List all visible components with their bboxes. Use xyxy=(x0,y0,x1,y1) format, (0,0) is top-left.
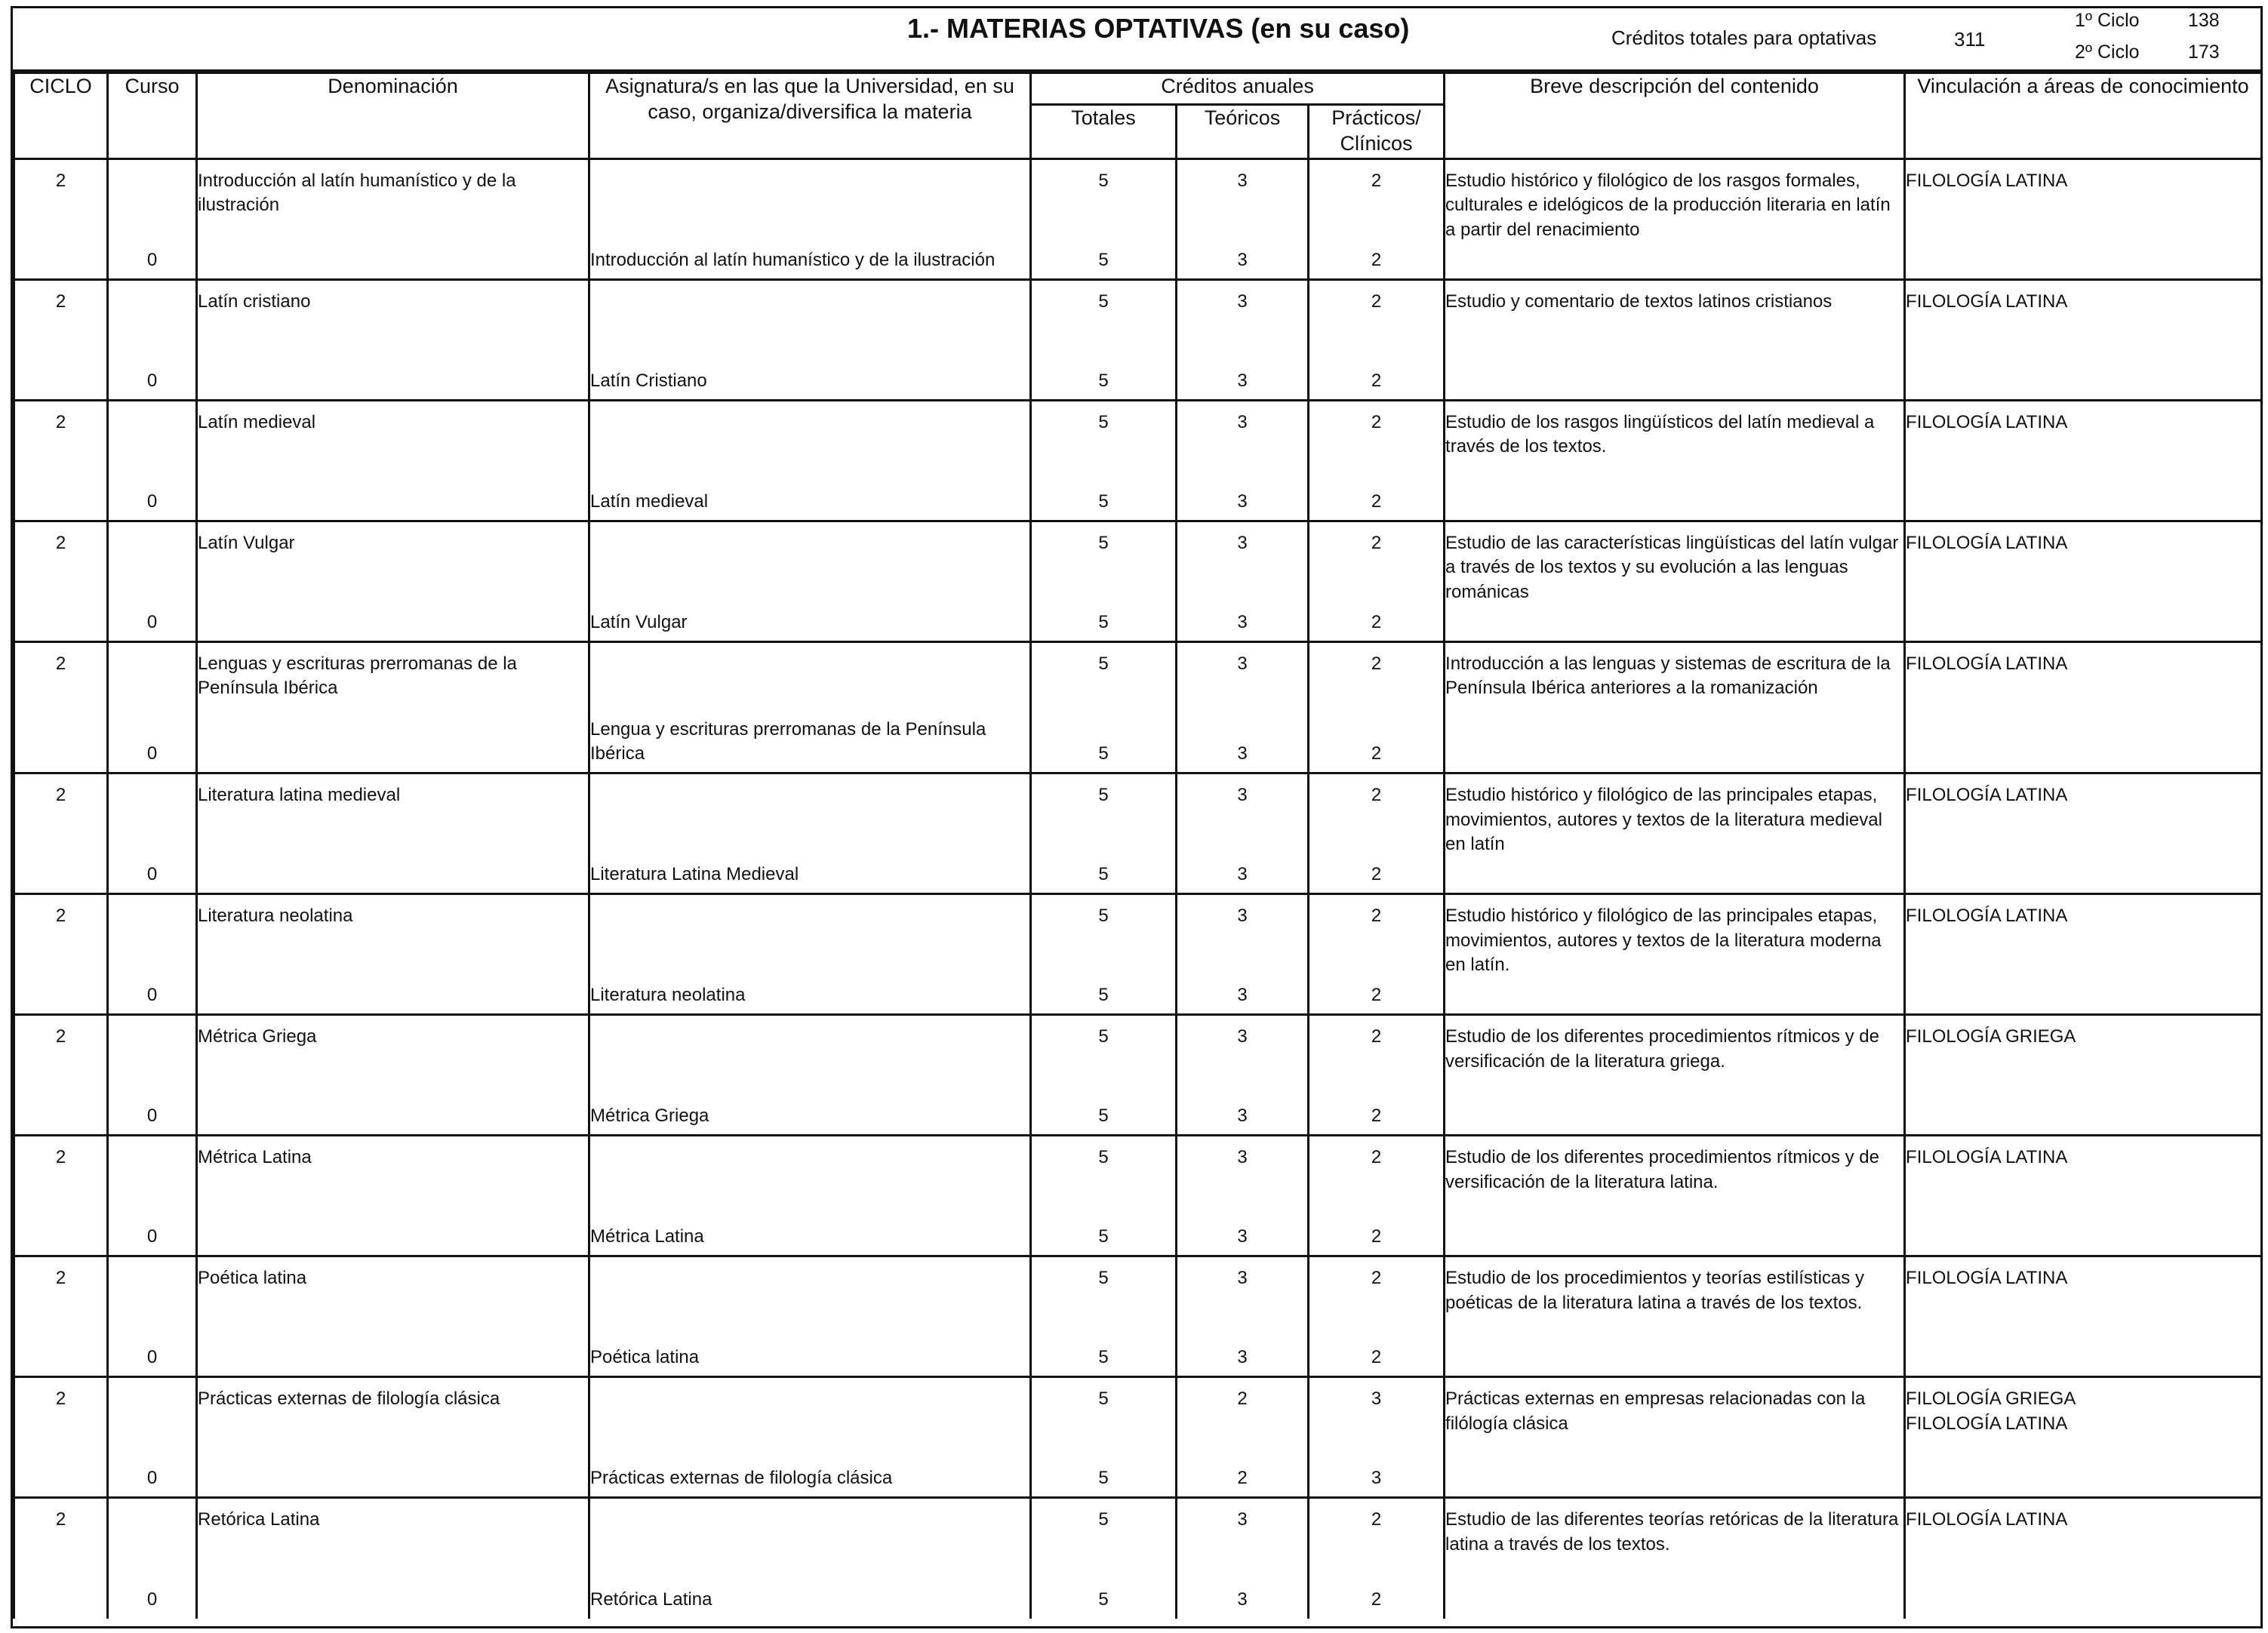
teoricos-cell: 3 xyxy=(1177,1211,1309,1256)
denominacion-cell xyxy=(197,1332,589,1377)
ciclo-cell xyxy=(14,476,108,521)
header-practicos: Prácticos/ Clínicos xyxy=(1309,105,1445,159)
asignatura-cell xyxy=(589,1136,1031,1211)
asignatura-cell: Métrica Griega xyxy=(589,1090,1031,1136)
practicos-cell: 2 xyxy=(1309,476,1445,521)
descripcion-cell: Introducción a las lenguas y sistemas de escritura de la Península Ibérica anteriores a la romanización xyxy=(1445,642,1905,773)
vinculacion-cell xyxy=(1905,1136,2262,1256)
totales-cell: 5 xyxy=(1031,1573,1177,1619)
totales-cell: 5 xyxy=(1031,1211,1177,1256)
ciclo-cell xyxy=(14,1090,108,1136)
teoricos-cell: 2 xyxy=(1177,1377,1309,1453)
subject-row xyxy=(14,1015,2262,1090)
vinculacion-cell xyxy=(1905,1498,2262,1619)
curso-cell xyxy=(108,773,197,849)
asignatura-cell xyxy=(589,1256,1031,1332)
practicos-cell: 2 xyxy=(1309,1332,1445,1377)
vinculacion-cell xyxy=(1905,1256,2262,1377)
totales-cell: 5 xyxy=(1031,1136,1177,1211)
descripcion-cell: Estudio y comentario de textos latinos cristianos xyxy=(1445,280,1905,401)
totales-cell: 5 xyxy=(1031,597,1177,642)
page-title: 1.- MATERIAS OPTATIVAS (en su caso) xyxy=(907,13,1410,44)
practicos-cell: 2 xyxy=(1309,401,1445,476)
curso-cell: 0 xyxy=(108,970,197,1015)
denominacion-cell xyxy=(197,1573,589,1619)
curso-cell: 0 xyxy=(108,476,197,521)
practicos-cell: 2 xyxy=(1309,1498,1445,1573)
asignatura-cell: Literatura neolatina xyxy=(589,970,1031,1015)
ciclo-cell: 2 xyxy=(14,773,108,849)
area-label: FILOLOGÍA GRIEGA xyxy=(1906,1026,2076,1047)
totales-cell: 5 xyxy=(1031,521,1177,597)
vinculacion-cell xyxy=(1905,521,2262,642)
ciclo-cell: 2 xyxy=(14,894,108,970)
asignatura-cell: Retórica Latina xyxy=(589,1573,1031,1619)
denominacion-cell: Latín Vulgar xyxy=(197,521,589,597)
practicos-cell: 2 xyxy=(1309,1015,1445,1090)
curso-cell xyxy=(108,1256,197,1332)
denominacion-cell xyxy=(197,1211,589,1256)
curso-cell: 0 xyxy=(108,235,197,280)
area-label: FILOLOGÍA LATINA xyxy=(1906,533,2068,553)
ciclo-cell xyxy=(14,849,108,894)
area-label: FILOLOGÍA GRIEGA xyxy=(1906,1389,2076,1410)
descripcion-cell: Estudio de las características lingüísticas del latín vulgar a través de los textos y su evolución a las lenguas románicas xyxy=(1445,521,1905,642)
denominacion-cell xyxy=(197,1090,589,1136)
asignatura-cell: Introducción al latín humanístico y de la ilustración xyxy=(589,235,1031,280)
descripcion-cell: Estudio de los procedimientos y teorías estilísticas y poéticas de la literatura latina a través de los textos. xyxy=(1445,1256,1905,1377)
vinculacion-cell xyxy=(1905,401,2262,521)
area-label: FILOLOGÍA LATINA xyxy=(1906,171,2068,191)
descripcion-cell: Estudio histórico y filológico de los rasgos formales, culturales e idelógicos de la producción literaria en latín a partir del renacimiento xyxy=(1445,159,1905,280)
denominacion-cell: Literatura latina medieval xyxy=(197,773,589,849)
teoricos-cell: 3 xyxy=(1177,1090,1309,1136)
teoricos-cell: 3 xyxy=(1177,970,1309,1015)
curso-cell: 0 xyxy=(108,1211,197,1256)
teoricos-cell: 3 xyxy=(1177,597,1309,642)
curso-cell xyxy=(108,894,197,970)
practicos-cell: 2 xyxy=(1309,718,1445,773)
cycle-1-value: 138 xyxy=(2188,10,2220,31)
denominacion-cell: Prácticas externas de filología clásica xyxy=(197,1377,589,1453)
totales-cell: 5 xyxy=(1031,1090,1177,1136)
subjects-table xyxy=(13,72,2263,1619)
area-label: FILOLOGÍA LATINA xyxy=(1906,1509,2068,1530)
ciclo-cell: 2 xyxy=(14,401,108,476)
area-label: FILOLOGÍA LATINA xyxy=(1906,785,2068,806)
teoricos-cell: 3 xyxy=(1177,401,1309,476)
asignatura-cell xyxy=(589,280,1031,355)
header-asignatura: Asignatura/s en las que la Universidad, en su caso, organiza/diversifica la materia xyxy=(589,73,1031,159)
subject-row xyxy=(14,159,2262,235)
curso-cell xyxy=(108,1498,197,1573)
teoricos-cell: 3 xyxy=(1177,280,1309,355)
document-page xyxy=(11,6,2263,1628)
cycle-2-value: 173 xyxy=(2188,42,2220,63)
ciclo-cell: 2 xyxy=(14,1377,108,1453)
practicos-cell: 2 xyxy=(1309,849,1445,894)
teoricos-cell: 3 xyxy=(1177,355,1309,401)
area-label: FILOLOGÍA LATINA xyxy=(1906,412,2068,432)
totales-cell: 5 xyxy=(1031,773,1177,849)
asignatura-cell: Poética latina xyxy=(589,1332,1031,1377)
ciclo-cell: 2 xyxy=(14,642,108,718)
header-denominacion: Denominación xyxy=(197,73,589,159)
subject-row xyxy=(14,1498,2262,1573)
asignatura-cell: Prácticas externas de filología clásica xyxy=(589,1453,1031,1498)
teoricos-cell: 3 xyxy=(1177,1573,1309,1619)
subject-row xyxy=(14,773,2262,849)
ciclo-cell: 2 xyxy=(14,1015,108,1090)
descripcion-cell: Prácticas externas en empresas relacionadas con la filólogía clásica xyxy=(1445,1377,1905,1498)
subject-row xyxy=(14,1256,2262,1332)
practicos-cell: 2 xyxy=(1309,355,1445,401)
area-label: FILOLOGÍA LATINA xyxy=(1906,906,2068,927)
ciclo-cell: 2 xyxy=(14,1256,108,1332)
ciclo-cell: 2 xyxy=(14,280,108,355)
asignatura-cell xyxy=(589,1015,1031,1090)
teoricos-cell: 2 xyxy=(1177,1453,1309,1498)
totales-cell: 5 xyxy=(1031,894,1177,970)
totales-cell: 5 xyxy=(1031,1498,1177,1573)
asignatura-cell xyxy=(589,1377,1031,1453)
vinculacion-cell xyxy=(1905,894,2262,1015)
header-creditos-anuales: Créditos anuales xyxy=(1031,73,1445,105)
ciclo-cell xyxy=(14,1211,108,1256)
denominacion-cell: Latín medieval xyxy=(197,401,589,476)
teoricos-cell: 3 xyxy=(1177,1332,1309,1377)
descripcion-cell: Estudio de los diferentes procedimientos rítmicos y de versificación de la literatura latina. xyxy=(1445,1136,1905,1256)
denominacion-cell xyxy=(197,718,589,773)
denominacion-cell: Poética latina xyxy=(197,1256,589,1332)
ciclo-cell: 2 xyxy=(14,1498,108,1573)
curso-cell xyxy=(108,159,197,235)
teoricos-cell: 3 xyxy=(1177,1136,1309,1211)
header-descripcion: Breve descripción del contenido xyxy=(1445,73,1905,159)
denominacion-cell xyxy=(197,355,589,401)
teoricos-cell: 3 xyxy=(1177,159,1309,235)
asignatura-cell: Latín Cristiano xyxy=(589,355,1031,401)
practicos-cell: 2 xyxy=(1309,597,1445,642)
totales-cell: 5 xyxy=(1031,642,1177,718)
totales-cell: 5 xyxy=(1031,280,1177,355)
asignatura-cell xyxy=(589,773,1031,849)
practicos-cell: 2 xyxy=(1309,159,1445,235)
descripcion-cell: Estudio histórico y filológico de las principales etapas, movimientos, autores y textos de la literatura moderna en latín. xyxy=(1445,894,1905,1015)
teoricos-cell: 3 xyxy=(1177,1256,1309,1332)
cycle-2-label: 2º Ciclo xyxy=(2075,42,2140,63)
curso-cell xyxy=(108,1015,197,1090)
teoricos-cell: 3 xyxy=(1177,642,1309,718)
area-label: FILOLOGÍA LATINA xyxy=(1906,654,2068,674)
asignatura-cell xyxy=(589,642,1031,718)
practicos-cell: 3 xyxy=(1309,1453,1445,1498)
totales-cell: 5 xyxy=(1031,401,1177,476)
subject-row xyxy=(14,280,2262,355)
curso-cell xyxy=(108,642,197,718)
denominacion-cell: Métrica Griega xyxy=(197,1015,589,1090)
asignatura-cell: Métrica Latina xyxy=(589,1211,1031,1256)
teoricos-cell: 3 xyxy=(1177,1498,1309,1573)
practicos-cell: 2 xyxy=(1309,1211,1445,1256)
descripcion-cell: Estudio de los rasgos lingüísticos del latín medieval a través de los textos. xyxy=(1445,401,1905,521)
totales-cell: 5 xyxy=(1031,1453,1177,1498)
teoricos-cell: 3 xyxy=(1177,235,1309,280)
vinculacion-cell xyxy=(1905,280,2262,401)
subject-row xyxy=(14,521,2262,597)
practicos-cell: 2 xyxy=(1309,1090,1445,1136)
denominacion-cell: Retórica Latina xyxy=(197,1498,589,1573)
practicos-cell: 2 xyxy=(1309,773,1445,849)
header-ciclo: CICLO xyxy=(14,73,108,159)
curso-cell xyxy=(108,1136,197,1211)
ciclo-cell: 2 xyxy=(14,521,108,597)
denominacion-cell: Latín cristiano xyxy=(197,280,589,355)
ciclo-cell xyxy=(14,235,108,280)
teoricos-cell: 3 xyxy=(1177,1015,1309,1090)
denominacion-cell xyxy=(197,970,589,1015)
area-label: FILOLOGÍA LATINA xyxy=(1906,291,2068,312)
totales-cell: 5 xyxy=(1031,235,1177,280)
header-totales: Totales xyxy=(1031,105,1177,159)
totales-cell: 5 xyxy=(1031,970,1177,1015)
teoricos-cell: 3 xyxy=(1177,894,1309,970)
asignatura-cell xyxy=(589,401,1031,476)
ciclo-cell xyxy=(14,355,108,401)
totales-cell: 5 xyxy=(1031,1377,1177,1453)
ciclo-cell xyxy=(14,1332,108,1377)
teoricos-cell: 3 xyxy=(1177,773,1309,849)
vinculacion-cell xyxy=(1905,773,2262,894)
vinculacion-cell xyxy=(1905,1015,2262,1136)
subject-row xyxy=(14,642,2262,718)
practicos-cell: 2 xyxy=(1309,894,1445,970)
practicos-cell: 2 xyxy=(1309,521,1445,597)
asignatura-cell: Latín medieval xyxy=(589,476,1031,521)
practicos-cell: 2 xyxy=(1309,1256,1445,1332)
curso-cell xyxy=(108,280,197,355)
cycle-1-label: 1º Ciclo xyxy=(2075,10,2140,31)
practicos-cell: 2 xyxy=(1309,280,1445,355)
vinculacion-cell xyxy=(1905,642,2262,773)
vinculacion-cell xyxy=(1905,1377,2262,1498)
asignatura-cell: Literatura Latina Medieval xyxy=(589,849,1031,894)
vinculacion-cell xyxy=(1905,159,2262,280)
denominacion-cell xyxy=(197,849,589,894)
denominacion-cell: Literatura neolatina xyxy=(197,894,589,970)
asignatura-cell xyxy=(589,1498,1031,1573)
denominacion-cell xyxy=(197,476,589,521)
denominacion-cell: Introducción al latín humanístico y de la ilustración xyxy=(197,159,589,235)
denominacion-cell: Métrica Latina xyxy=(197,1136,589,1211)
practicos-cell: 3 xyxy=(1309,1377,1445,1453)
ciclo-cell: 2 xyxy=(14,1136,108,1211)
practicos-cell: 2 xyxy=(1309,235,1445,280)
totales-cell: 5 xyxy=(1031,159,1177,235)
descripcion-cell: Estudio de los diferentes procedimientos rítmicos y de versificación de la literatura griega. xyxy=(1445,1015,1905,1136)
practicos-cell: 2 xyxy=(1309,642,1445,718)
ciclo-cell xyxy=(14,970,108,1015)
ciclo-cell xyxy=(14,1453,108,1498)
ciclo-cell: 2 xyxy=(14,159,108,235)
subject-row xyxy=(14,401,2262,476)
asignatura-cell xyxy=(589,159,1031,235)
asignatura-cell: Latín Vulgar xyxy=(589,597,1031,642)
teoricos-cell: 3 xyxy=(1177,476,1309,521)
denominacion-cell xyxy=(197,1453,589,1498)
curso-cell: 0 xyxy=(108,718,197,773)
total-credits-label: Créditos totales para optativas xyxy=(1611,26,1877,49)
totales-cell: 5 xyxy=(1031,1015,1177,1090)
curso-cell: 0 xyxy=(108,597,197,642)
asignatura-cell xyxy=(589,521,1031,597)
totales-cell: 5 xyxy=(1031,718,1177,773)
practicos-cell: 2 xyxy=(1309,1136,1445,1211)
ciclo-cell xyxy=(14,718,108,773)
totales-cell: 5 xyxy=(1031,1256,1177,1332)
area-label: FILOLOGÍA LATINA xyxy=(1906,1147,2068,1168)
asignatura-cell: Lengua y escrituras prerromanas de la Península Ibérica xyxy=(589,718,1031,773)
curso-cell xyxy=(108,401,197,476)
curso-cell: 0 xyxy=(108,1573,197,1619)
denominacion-cell xyxy=(197,235,589,280)
subject-row xyxy=(14,894,2262,970)
curso-cell xyxy=(108,1377,197,1453)
ciclo-cell xyxy=(14,1573,108,1619)
total-credits-value: 311 xyxy=(1954,28,1986,51)
denominacion-cell: Lenguas y escrituras prerromanas de la Península Ibérica xyxy=(197,642,589,718)
practicos-cell: 2 xyxy=(1309,1573,1445,1619)
totales-cell: 5 xyxy=(1031,355,1177,401)
subject-row xyxy=(14,1136,2262,1211)
asignatura-cell xyxy=(589,894,1031,970)
denominacion-cell xyxy=(197,597,589,642)
curso-cell: 0 xyxy=(108,849,197,894)
teoricos-cell: 3 xyxy=(1177,718,1309,773)
header-teoricos: Teóricos xyxy=(1177,105,1309,159)
descripcion-cell: Estudio histórico y filológico de las principales etapas, movimientos, autores y textos de la literatura medieval en latín xyxy=(1445,773,1905,894)
teoricos-cell: 3 xyxy=(1177,521,1309,597)
subject-row xyxy=(14,1377,2262,1453)
area-label: FILOLOGÍA LATINA xyxy=(1906,1268,2068,1289)
curso-cell: 0 xyxy=(108,1453,197,1498)
curso-cell: 0 xyxy=(108,1090,197,1136)
practicos-cell: 2 xyxy=(1309,970,1445,1015)
curso-cell: 0 xyxy=(108,355,197,401)
totales-cell: 5 xyxy=(1031,849,1177,894)
ciclo-cell xyxy=(14,597,108,642)
header-vinculacion: Vinculación a áreas de conocimiento xyxy=(1905,73,2262,159)
area-label: FILOLOGÍA LATINA xyxy=(1906,1413,2068,1434)
title-bar xyxy=(13,8,2260,72)
descripcion-cell: Estudio de las diferentes teorías retóricas de la literatura latina a través de los textos. xyxy=(1445,1498,1905,1619)
header-curso: Curso xyxy=(108,73,197,159)
curso-cell xyxy=(108,521,197,597)
totales-cell: 5 xyxy=(1031,1332,1177,1377)
teoricos-cell: 3 xyxy=(1177,849,1309,894)
curso-cell: 0 xyxy=(108,1332,197,1377)
totales-cell: 5 xyxy=(1031,476,1177,521)
